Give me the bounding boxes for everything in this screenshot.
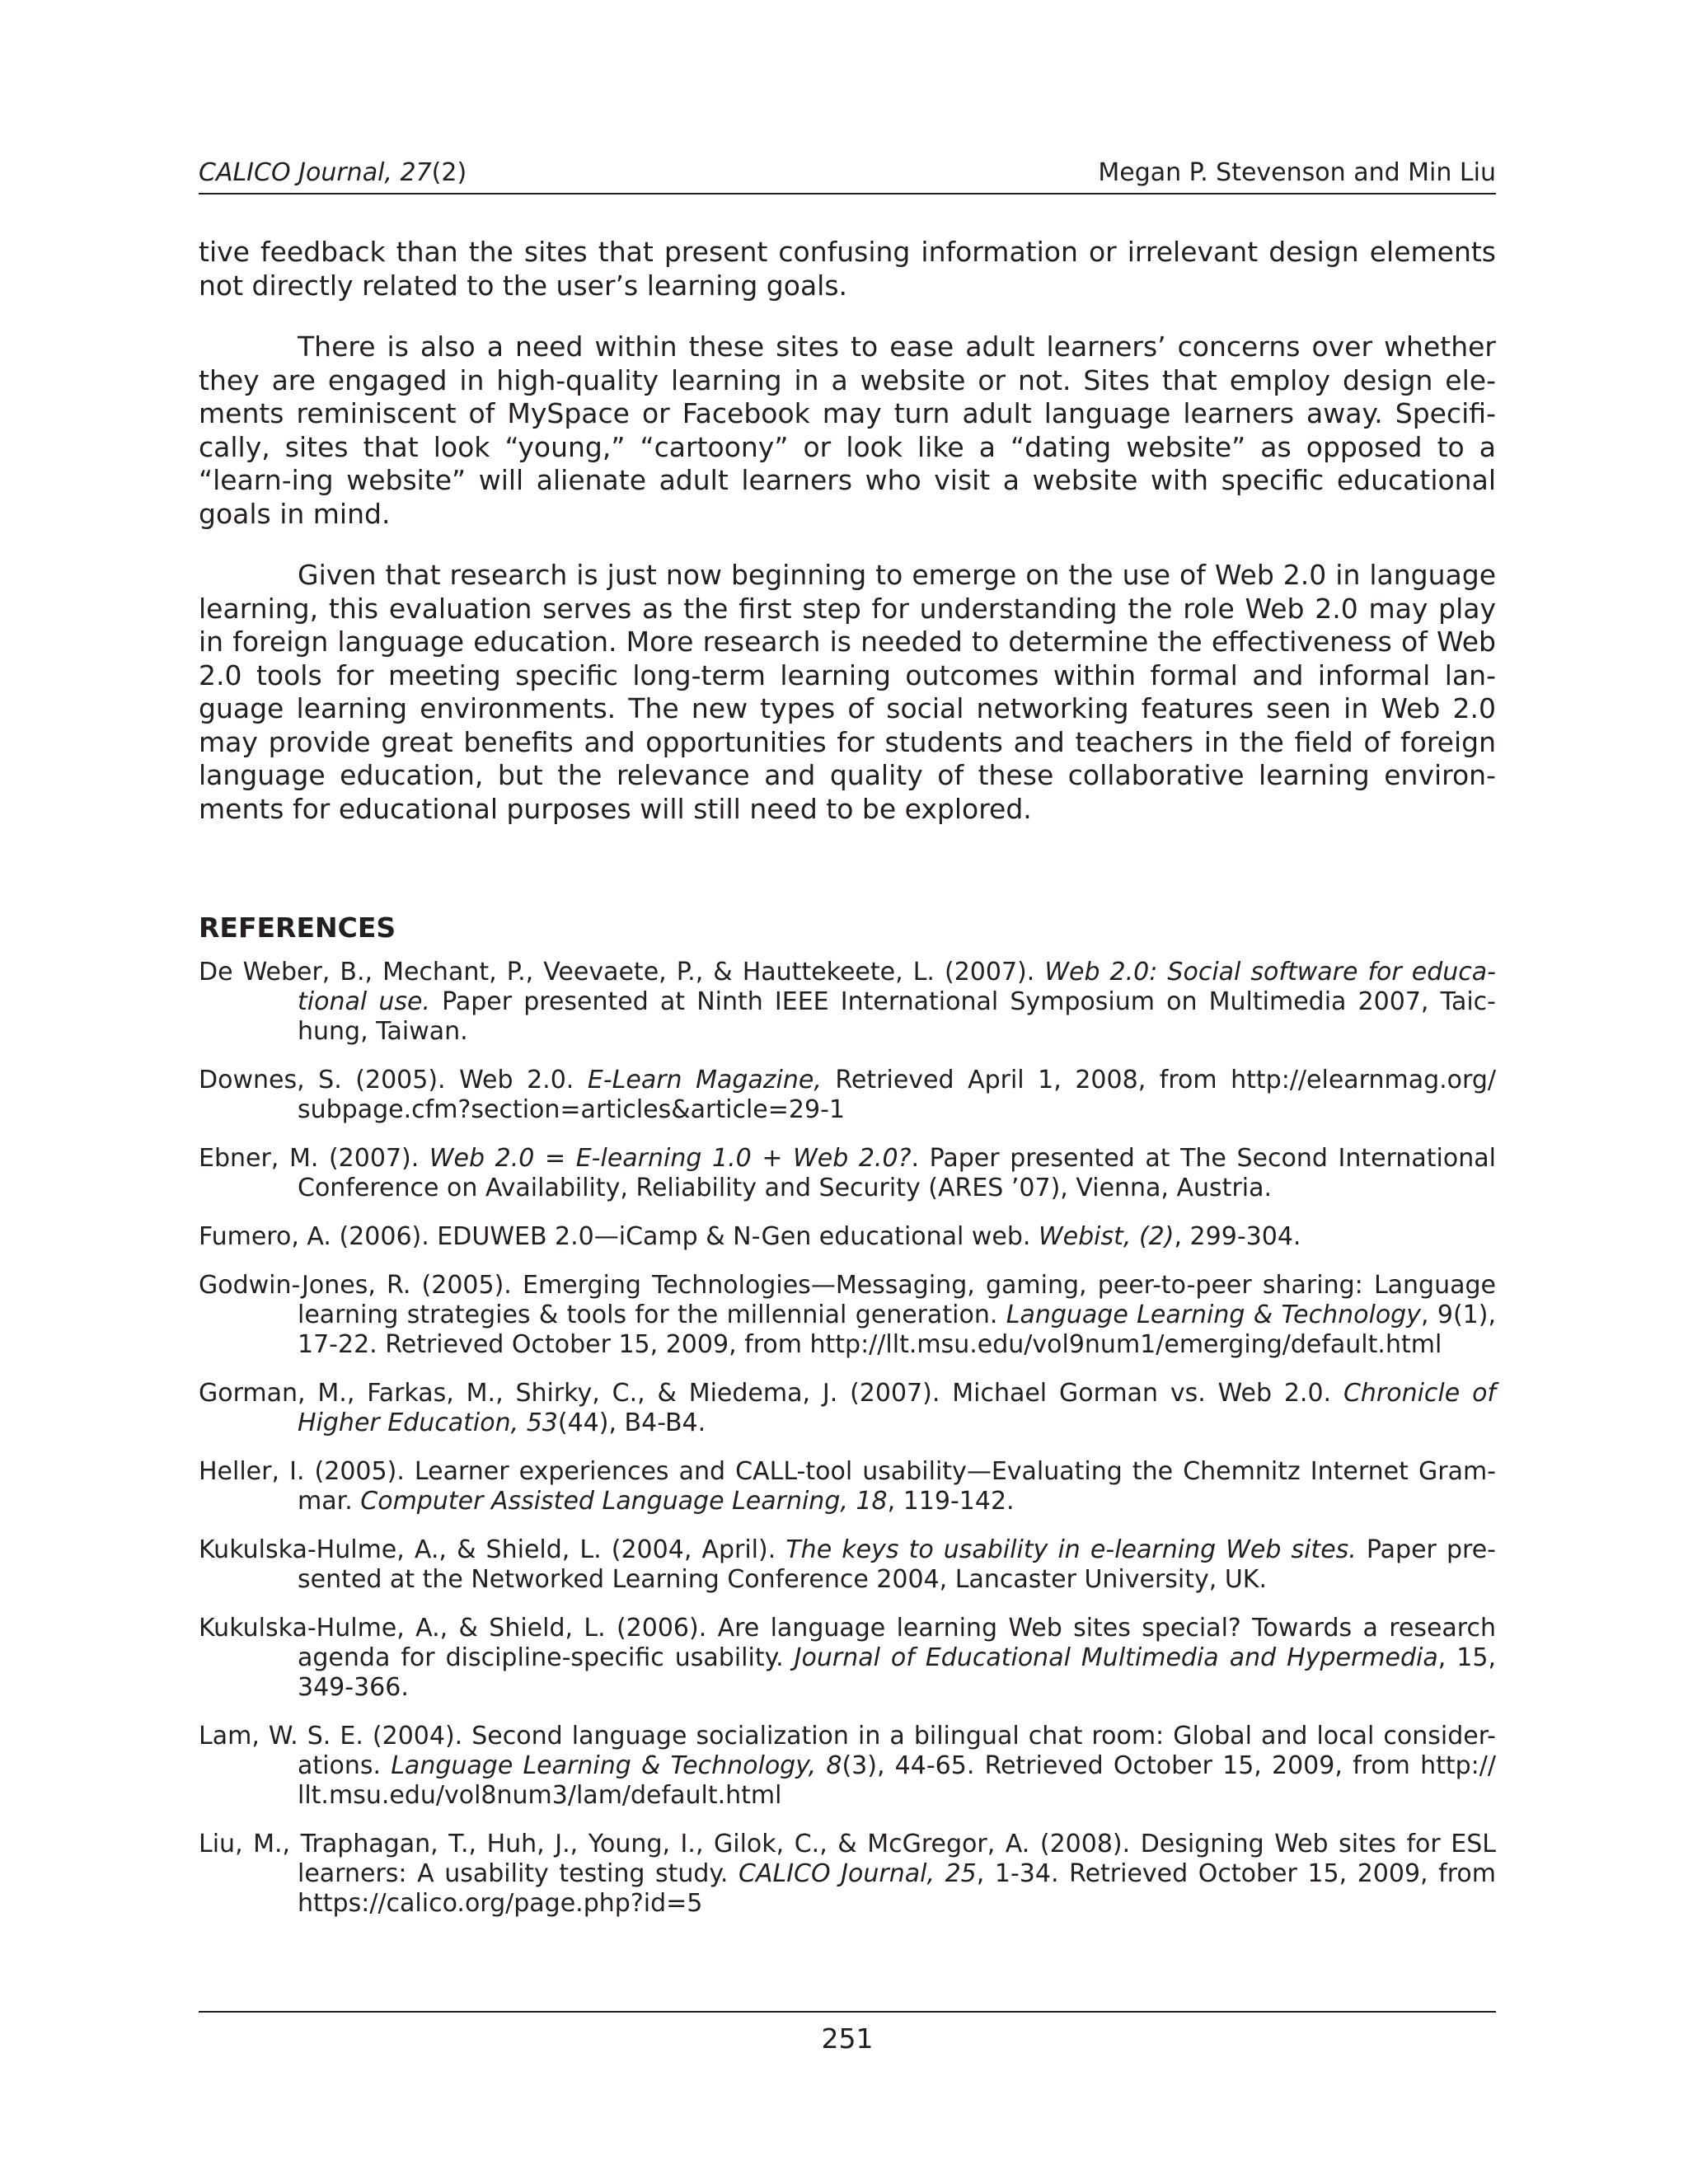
- references-heading: REFERENCES: [199, 912, 396, 944]
- reference-text: Kukulska-Hulme, A., & Shield, L. (2004, April).: [199, 1535, 786, 1564]
- reference-source-title: Language Learning & Technology: [1006, 1301, 1421, 1329]
- page-footer: [199, 2011, 1496, 2055]
- reference-entry: [199, 1271, 1496, 1360]
- reference-entry: [199, 1614, 1496, 1703]
- reference-text: Liu, M., Traphagan, T., Huh, J., Young, I., Gilok, C., & McGregor, A. (2008). Designing Web sites for ESL learners: A usability testing study.: [199, 1830, 1496, 1888]
- reference-text: Fumero, A. (2006). EDUWEB 2.0—iCamp & N-Gen educational web.: [199, 1222, 1039, 1251]
- reference-source-title: The keys to usability in e-learning Web sites.: [785, 1535, 1357, 1564]
- reference-entry: [199, 958, 1496, 1047]
- reference-details: . Paper presented at The Second International Conference on Availability, Reliability and Security (ARES ’07), Vienna, Austria.: [298, 1144, 1496, 1202]
- running-head: [199, 157, 1496, 194]
- reference-source-title: CALICO Journal, 25: [738, 1859, 977, 1888]
- reference-entry: [199, 1830, 1496, 1919]
- reference-entry: [199, 1222, 1496, 1252]
- reference-details: Retrieved April 1, 2008, from http://elearnmag.org/ subpage.cfm?section=articles&article=29-1: [298, 1066, 1496, 1124]
- body-text: [199, 236, 1496, 826]
- reference-entry: [199, 1066, 1496, 1125]
- reference-entry: [199, 1535, 1496, 1595]
- reference-details: , 15, 349-366.: [298, 1643, 1496, 1702]
- reference-list: [199, 958, 1496, 1919]
- reference-text: Godwin-Jones, R. (2005). Emerging Technologies—Messaging, gaming, peer-to-peer sharing: Language learning strategies & tools for the millennial generation.: [199, 1271, 1496, 1329]
- reference-text: Gorman, M., Farkas, M., Shirky, C., & Miedema, J. (2007). Michael Gorman vs. Web 2.0.: [199, 1379, 1343, 1408]
- reference-source-title: E-Learn Magazine,: [587, 1066, 822, 1094]
- reference-text: Ebner, M. (2007).: [199, 1144, 429, 1173]
- reference-source-title: Webist, (2): [1039, 1222, 1175, 1251]
- journal-citation: [199, 157, 467, 190]
- reference-text: Lam, W. S. E. (2004). Second language socialization in a bilingual chat room: Global and local consider-ations.: [199, 1722, 1496, 1780]
- references-section: [199, 912, 1496, 1919]
- page-content: [199, 157, 1496, 1938]
- reference-entry: [199, 1144, 1496, 1203]
- reference-source-title: Language Learning & Technology, 8: [391, 1751, 842, 1780]
- reference-text: De Weber, B., Mechant, P., Veevaete, P., & Hauttekeete, L. (2007).: [199, 958, 1045, 987]
- reference-details: Paper presented at Ninth IEEE International Symposium on Multimedia 2007, Taic-hung, Taiwan.: [298, 987, 1496, 1046]
- author-names: Megan P. Stevenson and Min Liu: [1098, 158, 1496, 187]
- reference-details: , 9(1), 17-22. Retrieved October 15, 2009, from http://llt.msu.edu/vol9num1/emerging/default.html: [298, 1301, 1496, 1359]
- reference-entry: [199, 1457, 1496, 1516]
- paragraph: tive feedback than the sites that present confusing information or irrelevant design elements not directly related to the user’s learning goals.: [199, 236, 1496, 302]
- reference-details: , 299-304.: [1174, 1222, 1301, 1251]
- paragraph: There is also a need within these sites to ease adult learners’ concerns over whether they are engaged in high-quality learning in a website or not. Sites that employ design ele-ments reminiscent of MySpace or Facebook may turn adult language learners away. Specifi-cally, sites that look “young,” “cartoony” or look like a “dating website” as opposed to a “learn-ing website” will alienate adult learners who visit a website with specific educational goals in mind.: [199, 330, 1496, 530]
- reference-details: (44), B4-B4.: [557, 1408, 706, 1437]
- reference-entry: [199, 1722, 1496, 1811]
- journal-issue: (2): [431, 158, 467, 187]
- reference-source-title: Chronicle of Higher Education, 53: [298, 1379, 1496, 1437]
- reference-entry: [199, 1379, 1496, 1438]
- reference-details: , 1-34. Retrieved October 15, 2009, from https://calico.org/page.php?id=5: [298, 1859, 1496, 1918]
- reference-source-title: Journal of Educational Multimedia and Hypermedia: [794, 1643, 1438, 1672]
- reference-details: (3), 44-65. Retrieved October 15, 2009, from http:// llt.msu.edu/vol8num3/lam/default.html: [298, 1751, 1496, 1810]
- reference-text: Kukulska-Hulme, A., & Shield, L. (2006). Are language learning Web sites special? Towards a research agenda for discipline-specific usability.: [199, 1614, 1496, 1672]
- reference-source-title: Web 2.0: Social software for educa-tional use.: [298, 958, 1497, 1016]
- reference-details: Paper pre-sented at the Networked Learning Conference 2004, Lancaster University, UK.: [298, 1535, 1496, 1594]
- reference-text: Heller, I. (2005). Learner experiences and CALL-tool usability—Evaluating the Chemnitz Internet Gram-mar.: [199, 1457, 1496, 1516]
- reference-details: , 119-142.: [887, 1487, 1015, 1516]
- journal-name: CALICO Journal, 27: [199, 158, 432, 187]
- page-number: 251: [821, 2022, 874, 2055]
- reference-text: Downes, S. (2005). Web 2.0.: [199, 1066, 588, 1094]
- reference-source-title: Web 2.0 = E-learning 1.0 + Web 2.0?: [429, 1144, 912, 1173]
- paragraph: Given that research is just now beginning to emerge on the use of Web 2.0 in language learning, this evaluation serves as the first step for understanding the role Web 2.0 may play in foreign language education. More research is needed to determine the effectiveness of Web 2.0 tools for meeting specific long-term learning outcomes within formal and informal lan-guage learning environments. The new types of social networking features seen in Web 2.0 may provide great benefits and opportunities for students and teachers in the field of foreign language education, but the relevance and quality of these collaborative learning environ-ments for educational purposes will still need to be explored.: [199, 559, 1496, 825]
- reference-source-title: Computer Assisted Language Learning, 18: [360, 1487, 888, 1516]
